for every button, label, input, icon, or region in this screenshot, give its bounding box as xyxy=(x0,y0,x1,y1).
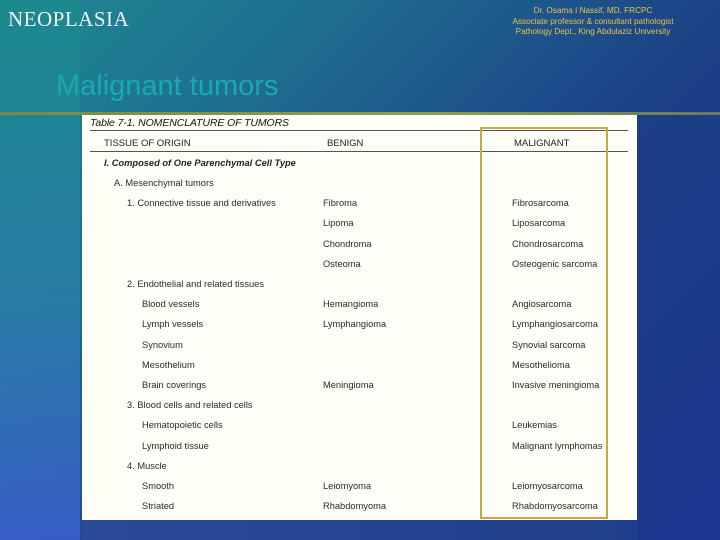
cell-tissue: 4. Muscle xyxy=(127,460,167,471)
author-position: Associate professor & consultant pathologist xyxy=(512,16,674,26)
cell-benign: Meningioma xyxy=(323,380,374,390)
cell-malignant: Invasive meningioma xyxy=(512,380,600,390)
cell-tissue: A. Mesenchymal tumors xyxy=(114,178,214,188)
cell-tissue: Blood vessels xyxy=(142,299,200,310)
cell-tissue: Smooth xyxy=(142,481,175,491)
cell-tissue: Lymphoid tissue xyxy=(142,440,209,451)
cell-malignant: Osteogenic sarcoma xyxy=(512,258,598,269)
cell-tissue: 3. Blood cells and related cells xyxy=(127,400,253,411)
cell-tissue: Striated xyxy=(142,501,175,512)
author-name: Dr. Osama I Nassif, MD, FRCPC xyxy=(533,6,653,15)
cell-tissue: 2. Endothelial and related tissues xyxy=(127,279,264,289)
cell-malignant: Angiosarcoma xyxy=(512,299,572,310)
cell-benign: Rhabdomyoma xyxy=(323,501,387,512)
nomenclature-table xyxy=(82,115,637,520)
cell-benign: Fibroma xyxy=(323,198,358,209)
author-department: Pathology Dept., King Abdulaziz University xyxy=(515,27,671,36)
cell-malignant: Malignant lymphomas xyxy=(512,440,603,451)
cell-benign: Lymphangioma xyxy=(323,319,387,330)
cell-malignant: Synovial sarcoma xyxy=(512,339,586,350)
cell-malignant: Lymphangiosarcoma xyxy=(512,319,598,330)
cell-malignant: Liposarcoma xyxy=(512,218,566,229)
col-header-benign: BENIGN xyxy=(327,138,364,149)
cell-tissue: Synovium xyxy=(142,339,183,350)
cell-malignant: Rhabdomyosarcoma xyxy=(512,501,598,512)
cell-tissue: Lymph vessels xyxy=(142,319,204,330)
cell-benign: Leiomyoma xyxy=(323,481,372,491)
cell-tissue: Brain coverings xyxy=(142,380,207,390)
cell-benign: Lipoma xyxy=(323,218,354,229)
cell-tissue: 1. Connective tissue and derivatives xyxy=(127,198,276,209)
cell-malignant: Fibrosarcoma xyxy=(512,198,569,209)
col-header-malignant: MALIGNANT xyxy=(514,138,570,149)
section-heading: I. Composed of One Parenchymal Cell Type xyxy=(104,158,296,168)
cell-malignant: Leukemias xyxy=(512,420,557,431)
cell-malignant: Mesothelioma xyxy=(512,359,570,370)
col-header-tissue: TISSUE OF ORIGIN xyxy=(104,138,191,149)
cell-malignant: Chondrosarcoma xyxy=(512,238,584,249)
table-caption: Table 7-1. NOMENCLATURE OF TUMORS xyxy=(90,117,289,129)
cell-benign: Hemangioma xyxy=(323,299,379,310)
slide-title: Malignant tumors xyxy=(56,70,279,102)
cell-tissue: Mesothelium xyxy=(142,359,195,370)
cell-benign: Chondroma xyxy=(323,238,372,249)
cell-malignant: Leiomyosarcoma xyxy=(512,481,583,491)
author-info xyxy=(478,6,708,38)
cell-tissue: Hematopoietic cells xyxy=(142,420,223,431)
brand-title: NEOPLASIA xyxy=(8,7,130,31)
bottom-strip xyxy=(82,520,637,540)
cell-benign: Osteoma xyxy=(323,258,361,269)
